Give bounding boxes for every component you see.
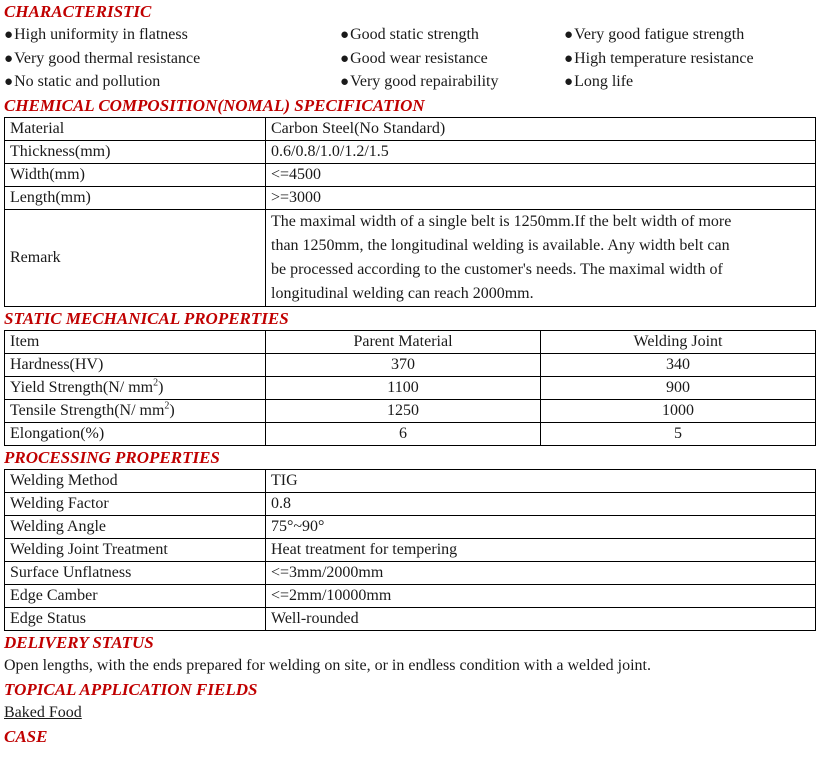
remark-value (266, 209, 816, 306)
header-joint: Welding Joint (541, 330, 816, 353)
row-item: Tensile Strength(N/ $mm^2$) (5, 399, 266, 422)
row-value: <=2mm/10000mm (266, 584, 816, 607)
characteristic-item: ●Long life (564, 73, 634, 90)
table-row (5, 117, 816, 140)
characteristic-item: ●High temperature resistance (564, 49, 754, 67)
bullet-icon: ● (4, 74, 14, 90)
row-value: 0.6/0.8/1.0/1.2/1.5 (266, 140, 816, 163)
bullet-icon: ● (564, 50, 574, 67)
row-value: Well-rounded (266, 607, 816, 630)
row-item: Hardness(HV) (5, 353, 266, 376)
row-label: Welding Factor (5, 492, 266, 515)
row-parent: 370 (266, 353, 541, 376)
row-value: >=3000 (266, 186, 816, 209)
characteristic-item: ●High uniformity in flatness (4, 26, 188, 43)
table-row (5, 469, 816, 492)
processing-table (4, 469, 816, 631)
row-label: Welding Angle (5, 515, 266, 538)
row-label: Welding Joint Treatment (5, 538, 266, 561)
table-row-remark (5, 209, 816, 306)
characteristic-list (4, 23, 817, 94)
bullet-icon: ● (564, 27, 574, 43)
row-value: 75°~90° (266, 515, 816, 538)
row-joint: 1000 (541, 399, 816, 422)
application-link-baked-food[interactable]: Baked Food (4, 703, 82, 721)
delivery-title: DELIVERY STATUS (4, 632, 154, 652)
table-row (5, 422, 816, 445)
row-value: Carbon Steel(No Standard) (266, 117, 816, 140)
chemical-title: CHEMICAL COMPOSITION(NOMAL) SPECIFICATION (4, 95, 425, 115)
row-item: Yield Strength(N/ $mm^2$) (5, 376, 266, 399)
remark-line: be processed according to the customer's needs. The maximal width of (271, 260, 723, 278)
row-joint: 5 (541, 422, 816, 445)
characteristic-item: ●Very good thermal resistance (4, 49, 201, 67)
row-value: <=3mm/2000mm (266, 561, 816, 584)
remark-line: longitudinal welding can reach 2000mm. (271, 284, 534, 302)
row-label: Length(mm) (5, 186, 266, 209)
table-row (5, 492, 816, 515)
header-item: Item (5, 330, 266, 353)
characteristic-item: ●No static and pollution (4, 73, 161, 90)
row-parent: 6 (266, 422, 541, 445)
table-row (5, 515, 816, 538)
table-row (5, 163, 816, 186)
row-joint: 900 (541, 376, 816, 399)
application-list (4, 701, 817, 725)
row-value: Heat treatment for tempering (266, 538, 816, 561)
bullet-icon: ● (564, 74, 574, 90)
remark-line: than 1250mm, the longitudinal welding is available. Any width belt can (271, 236, 730, 254)
table-row (5, 140, 816, 163)
row-value: TIG (266, 469, 816, 492)
row-label: Edge Status (5, 607, 266, 630)
table-row (5, 353, 816, 376)
case-title: CASE (4, 726, 48, 746)
static-table (4, 330, 816, 446)
bullet-icon: ● (4, 27, 14, 43)
bullet-icon: ● (340, 74, 350, 90)
table-row (5, 538, 816, 561)
characteristic-item: ●Good static strength (340, 26, 479, 43)
row-value: <=4500 (266, 163, 816, 186)
header-parent: Parent Material (266, 330, 541, 353)
application-title: TOPICAL APPLICATION FIELDS (4, 679, 258, 699)
characteristic-item: ●Very good fatigue strength (564, 26, 745, 43)
table-row (5, 186, 816, 209)
delivery-text: Open lengths, with the ends prepared for welding on site, or in endless condition with a welded joint. (4, 656, 651, 674)
row-label: Surface Unflatness (5, 561, 266, 584)
characteristic-item: ●Very good repairability (340, 73, 499, 90)
row-label: Welding Method (5, 469, 266, 492)
bullet-icon: ● (340, 50, 350, 67)
remark-label: Remark (5, 209, 266, 306)
row-label: Width(mm) (5, 163, 266, 186)
row-parent: 1100 (266, 376, 541, 399)
table-row (5, 584, 816, 607)
processing-title: PROCESSING PROPERTIES (4, 447, 220, 467)
row-label: Material (5, 117, 266, 140)
row-label: Thickness(mm) (5, 140, 266, 163)
table-row (5, 399, 816, 422)
characteristic-item: ●Good wear resistance (340, 49, 488, 67)
bullet-icon: ● (340, 27, 350, 43)
static-title: STATIC MECHANICAL PROPERTIES (4, 308, 289, 328)
row-label: Edge Camber (5, 584, 266, 607)
table-row (5, 561, 816, 584)
table-row (5, 607, 816, 630)
table-header-row (5, 330, 816, 353)
row-parent: 1250 (266, 399, 541, 422)
bullet-icon: ● (4, 50, 14, 67)
row-value: 0.8 (266, 492, 816, 515)
characteristic-title: CHARACTERISTIC (4, 2, 152, 21)
row-item: Elongation(%) (5, 422, 266, 445)
row-joint: 340 (541, 353, 816, 376)
chemical-table (4, 117, 816, 307)
remark-line: The maximal width of a single belt is 1250mm.If the belt width of more (271, 212, 732, 230)
table-row (5, 376, 816, 399)
